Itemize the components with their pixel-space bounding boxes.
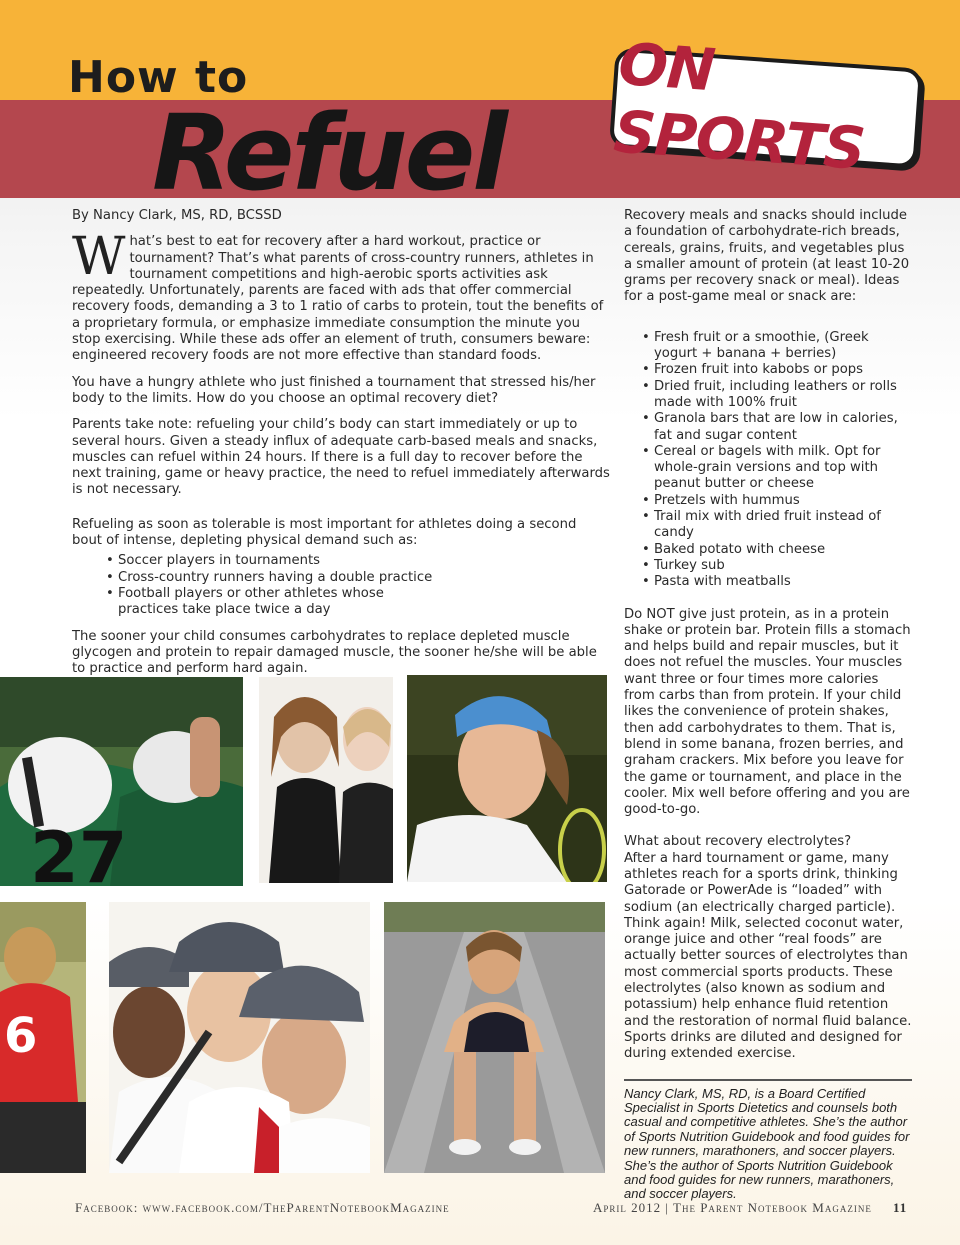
paragraph-electrolytes: After a hard tournament or game, many athletes reach for a sports drink, thinking Gatorade or PowerAde is “loaded” with sodium (an electrically charged particle). Think again! Milk, selected coconut water, orange juice and other “real foods” are actually better sources of electrolytes than most commercial sports products. These electrolytes (also known as sodium and potassium) help enhance fluid retention and the restoration of normal fluid balance. Sports drinks are diluted and designed for during extended exercise.: [624, 850, 912, 1062]
intro-text: hat’s best to eat for recovery after a hard workout, practice or tournament? That’s what parents of cross-country runners, athletes in tournament competitions and high-aerobic sports activities ask repeatedly. Unfortunately, parents are faced with ads that offer commercial recovery foods, demanding a 3 to 1 ratio of carbs to protein, tout the benefits of a proprietary formula, or emphasize immediate consumption the minute you stop exercising. While these ads offer an element of truth, consumers beware: engineered recovery foods are not more effective than standard foods.: [72, 234, 604, 364]
paragraph-protein: Do NOT give just protein, as in a protein shake or protein bar. Protein fills a stomach and helps build and repair muscles, but it does not refuel the muscles. Your muscles want three or four times more calories from carbs than from protein. If your child likes the convenience of protein shakes, then add carbohydrates to them. That is, blend in some banana, frozen berries, and graham crackers. Mix before you leave for the game or tournament, and place in the cooler. Mix well before offering and you are good-to-go.: [624, 606, 911, 818]
author-bio: Nancy Clark, MS, RD, is a Board Certified Specialist in Sports Dietetics and counsels both casual and competitive athletes. She’s the author of Sports Nutrition Guidebook and food guides for new runners, marathoners, and soccer players. She’s the author of Sports Nutrition Guidebook and food guides for new runners, marathoners, and soccer players.: [624, 1085, 910, 1202]
list-item: • Cereal or bagels with milk. Opt for whole-grain versions and top with peanut butter or cheese: [642, 444, 912, 493]
drop-cap: W: [72, 227, 126, 288]
paragraph-hungry-athlete: You have a hungry athlete who just finished a tournament that stressed his/her body to the limits. How do you choose an optimal recovery diet?: [72, 374, 596, 406]
list-item: • Granola bars that are low in calories, fat and sugar content: [642, 411, 912, 444]
paragraph-refueling: Refueling as soon as tolerable is most important for athletes doing a second bout of intense, depleting physical demand such as:: [72, 516, 577, 549]
list-item: • Cross-country runners having a double practice: [106, 570, 610, 586]
tennis-girl-photo: [407, 675, 607, 882]
list-item: • Turkey sub: [642, 558, 912, 574]
list-item: • Frozen fruit into kabobs or pops: [642, 362, 912, 378]
athlete-list: [106, 553, 610, 618]
on-sports-badge: [609, 29, 923, 183]
list-item: • Dried fruit, including leathers or rolls made with 100% fruit: [642, 379, 912, 412]
left-column: [72, 208, 610, 687]
football-players-photo: [0, 677, 243, 886]
baseball-boys-photo: [109, 902, 370, 1173]
snack-ideas-list: [642, 330, 912, 591]
divider: [624, 1079, 912, 1081]
gymnast-girls-photo: [259, 677, 393, 883]
list-item: • Fresh fruit or a smoothie, (Greek yogurt + banana + berries): [642, 330, 912, 363]
list-item: • Pretzels with hummus: [642, 493, 912, 509]
list-item: • Football players or other athletes whose practices take place twice a day: [106, 586, 418, 619]
badge-label: ON SPORTS: [611, 29, 867, 183]
paragraph-recovery-meals: Recovery meals and snacks should include a foundation of carbohydrate-rich breads, cereals, grains, fruits, and vegetables plus a smaller amount of protein (at least 10-20 grams per recovery snack or meal). Ideas for a post-game meal or snack are:: [624, 208, 910, 305]
list-item: • Soccer players in tournaments: [106, 553, 610, 569]
headline-refuel: Refuel: [152, 92, 505, 214]
headline-how-to: How to: [68, 52, 249, 103]
right-column: [624, 208, 912, 1218]
svg-text:27: 27: [30, 817, 128, 886]
list-item: • Trail mix with dried fruit instead of candy: [642, 509, 912, 542]
paragraph-sooner: The sooner your child consumes carbohydrates to replace depleted muscle glycogen and protein to repair damaged muscle, the sooner he/she will be able to practice and perform hard again.: [72, 628, 597, 677]
svg-text:6: 6: [4, 1008, 38, 1064]
footer-issue: April 2012 | The Parent Notebook Magazine: [593, 1200, 872, 1215]
footer-facebook: Facebook: www.facebook.com/TheParentNotebookMagazine: [75, 1200, 450, 1215]
electrolytes-question: What about recovery electrolytes?: [624, 834, 852, 850]
softball-player-photo: [0, 902, 86, 1173]
byline: By Nancy Clark, MS, RD, BCSSD: [72, 208, 282, 223]
page-number: 11: [893, 1200, 908, 1215]
paragraph-parents-note: Parents take note: refueling your child’s body can start immediately or up to several hours. Given a steady influx of adequate carb-based meals and snacks, muscles can refuel within 24 hours. If there is a full day to recover before the next training, game or heavy practice, the need to refuel immediately afterwards is not necessary.: [72, 417, 610, 498]
list-item: • Baked potato with cheese: [642, 542, 912, 558]
intro-paragraph: [72, 227, 610, 364]
list-item: • Pasta with meatballs: [642, 574, 912, 590]
runner-girl-photo: [384, 902, 605, 1173]
